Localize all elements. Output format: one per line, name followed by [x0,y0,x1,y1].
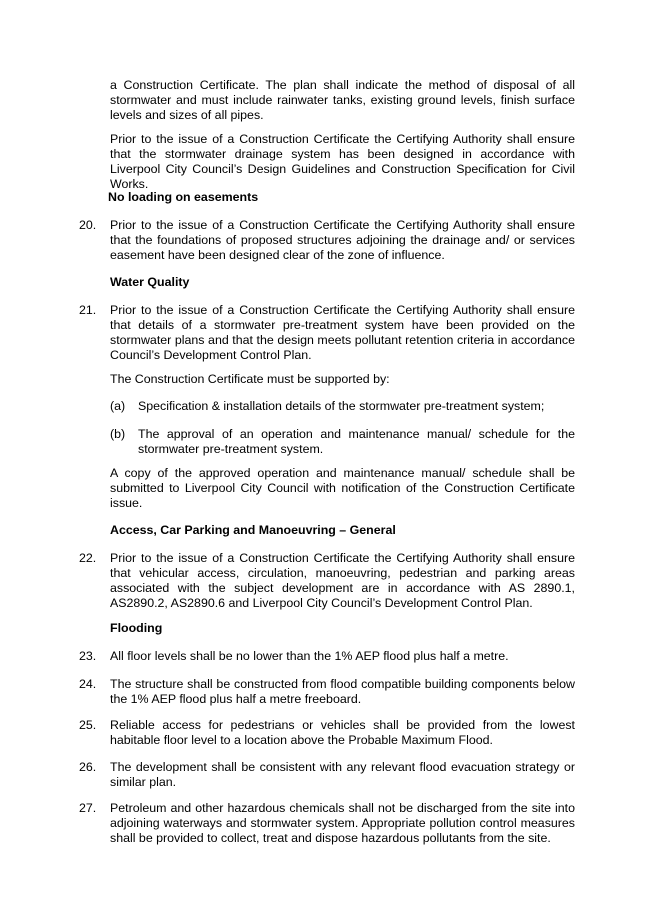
copy-manual-paragraph: A copy of the approved operation and maintenance manual/ schedule shall be submitted to Liverpool City Council with notification of the Construction Certificate issue. [110,466,575,510]
item-b-label: (b) [110,427,126,441]
heading-water-quality: Water Quality [110,275,190,289]
item-a-text: Specification & installation details of the stormwater pre-treatment system; [138,399,545,413]
intro-paragraph: a Construction Certificate. The plan shall indicate the method of disposal of all stormwater and must include rainwater tanks, existing ground levels, finish surface levels and sizes of all pipes. [110,78,575,122]
supported-by-text: The Construction Certificate must be supported by: [110,372,390,386]
condition-number-20: 20. [79,218,97,232]
condition-number-25: 25. [79,718,97,732]
heading-access-car-parking: Access, Car Parking and Manoeuvring – General [110,523,396,537]
condition-number-23: 23. [79,649,97,663]
condition-24-text: The structure shall be constructed from flood compatible building components below the 1% AEP flood plus half a metre freeboard. [110,677,575,706]
condition-number-22: 22. [79,551,97,565]
condition-27-text: Petroleum and other hazardous chemicals shall not be discharged from the site into adjoining waterways and stormwater system. Appropriate pollution control measures shall be provided to collect, treat and dispose hazardous pollutants from the site. [110,801,575,845]
condition-number-24: 24. [79,677,97,691]
condition-21-text: Prior to the issue of a Construction Certificate the Certifying Authority shall ensure that details of a stormwater pre-treatment system have been provided on the stormwater plans and that the design meets pollutant retention criteria in accordance Council’s Development Control Plan. [110,303,575,362]
condition-number-26: 26. [79,760,97,774]
item-a-label: (a) [110,399,126,413]
condition-26-text: The development shall be consistent with any relevant flood evacuation strategy or similar plan. [110,760,575,789]
heading-no-loading-easements: No loading on easements [108,190,259,204]
condition-number-27: 27. [79,801,97,815]
condition-23-text: All floor levels shall be no lower than the 1% AEP flood plus half a metre. [110,649,509,663]
condition-25-text: Reliable access for pedestrians or vehicles shall be provided from the lowest habitable floor level to a location above the Probable Maximum Flood. [110,718,575,747]
condition-20-text: Prior to the issue of a Construction Certificate the Certifying Authority shall ensure that the foundations of proposed structures adjoining the drainage and/ or services easement have been designed clear of the zone of influence. [110,218,575,262]
condition-number-21: 21. [79,303,97,317]
heading-flooding: Flooding [110,621,163,635]
drainage-paragraph: Prior to the issue of a Construction Certificate the Certifying Authority shall ensure that the stormwater drainage system has been designed in accordance with Liverpool City Council’s Design Guidelines and Construction Specification for Civil Works. [110,132,575,191]
condition-22-text: Prior to the issue of a Construction Certificate the Certifying Authority shall ensure that vehicular access, circulation, manoeuvring, pedestrian and parking areas associated with the subject development are in accordance with AS 2890.1, AS2890.2, AS2890.6 and Liverpool City Council’s Development Control Plan. [110,551,575,610]
item-b-text: The approval of an operation and maintenance manual/ schedule for the stormwater pre-treatment system. [138,427,575,456]
